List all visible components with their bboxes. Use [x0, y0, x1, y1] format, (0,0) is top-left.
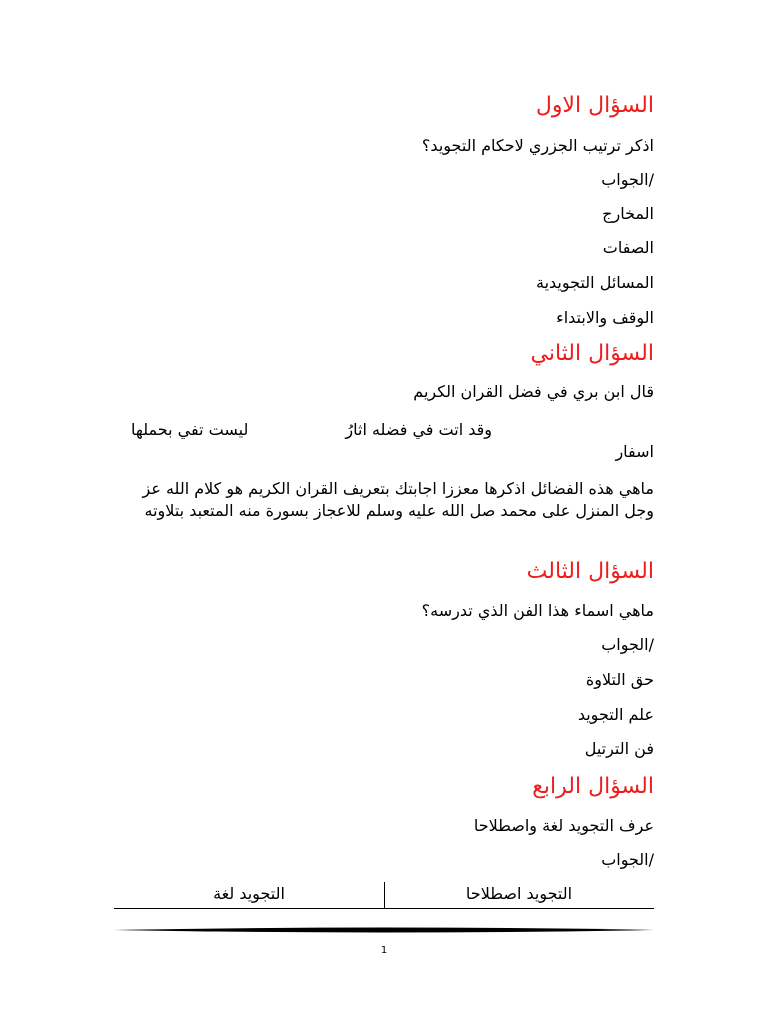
q3-item: حق التلاوة [585, 670, 654, 689]
q2-verse-second-hemistich: ليست تفي بحملها [131, 420, 249, 439]
q1-item: الصفات [602, 238, 654, 257]
q2-paragraph: ماهي هذه الفضائل اذكرها معززا اجابتك بتعريف القران الكريم هو كلام الله عز وجل المنزل على محمد صل الله عليه وسلم للاعجاز بسورة منه المتعبد بتلاوته [142, 479, 654, 520]
q4-question: عرف التجويد لغة واصطلاحا [473, 816, 654, 835]
q2-verse-wrap: اسفار [615, 442, 654, 461]
table-divider [384, 882, 385, 908]
definition-table [114, 880, 654, 909]
q3-item: فن الترتيل [584, 739, 654, 758]
q1-item: المخارج [602, 204, 654, 223]
table-header-linguistic: التجويد لغة [213, 884, 285, 903]
footer-ornament-rule [114, 926, 654, 934]
q1-item: الوقف والابتداء [556, 308, 654, 327]
table-header-technical: التجويد اصطلاحا [465, 884, 573, 903]
q2-heading: السؤال الثاني [530, 341, 654, 366]
page-number: 1 [380, 945, 388, 956]
q1-answer-label: /الجواب [601, 170, 654, 189]
q3-question: ماهي اسماء هذا الفن الذي تدرسه؟ [421, 601, 654, 620]
q3-item: علم التجويد [577, 705, 654, 724]
q1-heading: السؤال الاول [535, 93, 654, 118]
q4-heading: السؤال الرابع [532, 774, 654, 799]
q4-answer-label: /الجواب [601, 850, 654, 869]
q1-question: اذكر ترتيب الجزري لاحكام التجويد؟ [421, 136, 654, 155]
q3-answer-label: /الجواب [601, 635, 654, 654]
q2-intro: قال ابن بري في فضل القران الكريم [413, 382, 654, 401]
q1-item: المسائل التجويدية [536, 273, 654, 292]
q3-heading: السؤال الثالث [526, 559, 654, 584]
q2-verse-first-hemistich: وقد اتت في فضله اثارُ [345, 420, 492, 439]
